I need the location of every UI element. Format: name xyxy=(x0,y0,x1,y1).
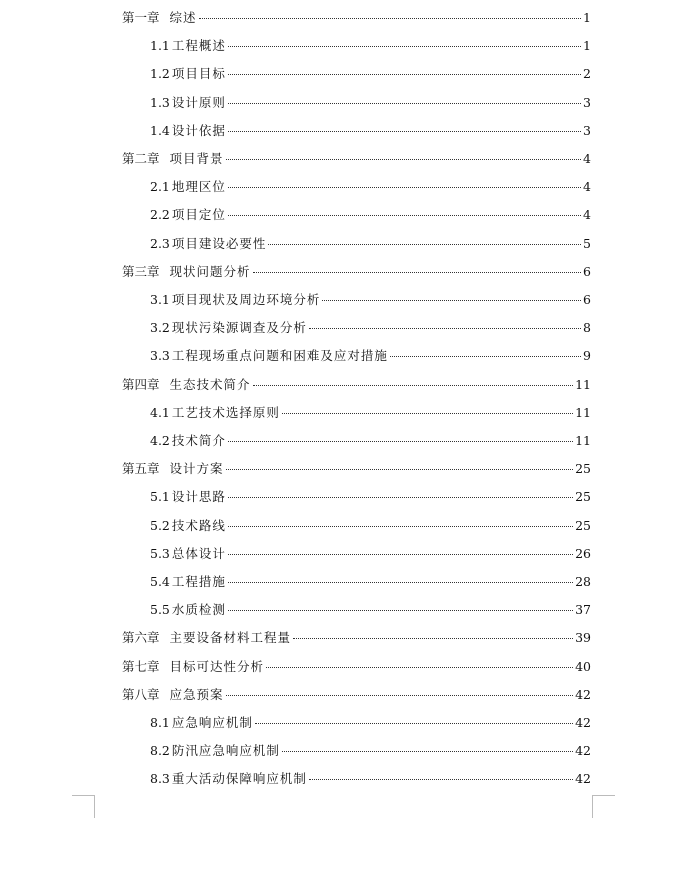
toc-entry-number: 1.1 xyxy=(150,38,170,54)
toc-section-entry[interactable] xyxy=(150,431,591,451)
toc-entry-number: 5.1 xyxy=(150,489,170,505)
toc-page-number: 42 xyxy=(575,686,591,702)
toc-entry-number: 第七章 xyxy=(122,658,160,674)
toc-page-number: 1 xyxy=(583,10,591,25)
toc-entry-title: 工程概述 xyxy=(171,38,226,54)
toc-section-entry[interactable] xyxy=(150,516,591,536)
toc-entry-title: 设计方案 xyxy=(169,461,224,477)
toc-entry-number: 5.5 xyxy=(150,602,170,618)
toc-dot-leader xyxy=(228,609,573,611)
toc-entry-number: 5.4 xyxy=(150,574,170,589)
toc-entry-title: 项目背景 xyxy=(169,151,224,166)
toc-dot-leader xyxy=(268,243,581,245)
toc-entry-number: 8.3 xyxy=(150,771,170,787)
toc-entry-title: 设计依据 xyxy=(171,122,226,138)
toc-entry-title: 重大活动保障响应机制 xyxy=(171,771,307,787)
toc-entry-title: 设计原则 xyxy=(171,94,226,110)
toc-page-number: 25 xyxy=(575,461,591,477)
toc-dot-leader xyxy=(228,130,581,132)
toc-entry-number: 4.2 xyxy=(150,433,170,448)
toc-entry-number: 2.1 xyxy=(150,179,170,195)
toc-page-number: 42 xyxy=(575,771,591,787)
toc-entry-number: 第八章 xyxy=(122,686,160,702)
toc-dot-leader xyxy=(226,158,582,160)
toc-section-entry[interactable] xyxy=(150,36,591,56)
toc-entry-number: 5.3 xyxy=(150,545,170,561)
toc-section-entry[interactable] xyxy=(150,121,591,141)
toc-entry-number: 8.2 xyxy=(150,743,170,759)
toc-section-entry[interactable] xyxy=(150,769,591,789)
toc-entry-title: 应急响应机制 xyxy=(171,715,253,730)
toc-section-entry[interactable] xyxy=(150,346,591,366)
toc-dot-leader xyxy=(228,581,573,583)
toc-dot-leader xyxy=(390,355,581,357)
toc-page-number: 8 xyxy=(583,320,591,336)
toc-entry-title: 生态技术简介 xyxy=(169,376,251,392)
toc-page-number: 11 xyxy=(575,404,591,420)
toc-page-number: 25 xyxy=(575,517,591,533)
toc-entry-title: 防汛应急响应机制 xyxy=(171,743,280,759)
toc-dot-leader xyxy=(309,327,581,329)
toc-section-entry[interactable] xyxy=(150,572,591,592)
toc-page-number: 39 xyxy=(575,630,591,646)
toc-dot-leader xyxy=(226,694,574,696)
toc-page-number: 6 xyxy=(583,292,591,307)
toc-entry-number: 第五章 xyxy=(122,461,160,477)
toc-page-number: 4 xyxy=(583,207,591,223)
toc-entry-number: 第二章 xyxy=(122,151,160,166)
toc-dot-leader xyxy=(228,525,573,527)
toc-dot-leader xyxy=(322,299,581,301)
toc-entry-title: 技术简介 xyxy=(171,433,226,448)
toc-page-number: 3 xyxy=(583,94,591,110)
toc-entry-number: 1.2 xyxy=(150,66,170,82)
toc-dot-leader xyxy=(282,750,573,752)
toc-dot-leader xyxy=(228,102,581,104)
toc-entry-title: 现状污染源调查及分析 xyxy=(171,320,307,336)
toc-entry-title: 技术路线 xyxy=(171,517,226,533)
toc-entry-title: 地理区位 xyxy=(171,179,226,195)
toc-dot-leader xyxy=(228,214,581,216)
toc-entry-title: 项目目标 xyxy=(171,66,226,82)
toc-page-number: 28 xyxy=(575,574,591,589)
toc-section-entry[interactable] xyxy=(150,741,591,761)
toc-entry-title: 工程现场重点问题和困难及应对措施 xyxy=(171,348,388,364)
toc-page-number: 1 xyxy=(583,38,591,54)
toc-entry-title: 主要设备材料工程量 xyxy=(169,630,292,646)
toc-entry-title: 工程措施 xyxy=(171,574,226,589)
toc-page-number: 11 xyxy=(575,433,591,448)
toc-entry-number: 3.2 xyxy=(150,320,170,336)
toc-entry-title: 项目建设必要性 xyxy=(171,235,267,251)
toc-entry-number: 第四章 xyxy=(122,376,160,392)
toc-page-number: 42 xyxy=(575,743,591,759)
page-corner-mark-right xyxy=(592,795,615,818)
toc-page-number: 42 xyxy=(575,715,591,730)
toc-section-entry[interactable] xyxy=(150,403,591,423)
toc-entry-title: 总体设计 xyxy=(171,545,226,561)
toc-chapter-entry[interactable] xyxy=(122,657,591,677)
toc-dot-leader xyxy=(228,45,581,47)
toc-section-entry[interactable] xyxy=(150,234,591,254)
toc-section-entry[interactable] xyxy=(150,318,591,338)
toc-entry-number: 3.3 xyxy=(150,348,170,364)
toc-entry-number: 5.2 xyxy=(150,517,170,533)
toc-entry-title: 现状问题分析 xyxy=(169,263,251,279)
toc-dot-leader xyxy=(266,666,573,668)
toc-dot-leader xyxy=(228,440,573,442)
toc-section-entry[interactable] xyxy=(150,600,591,620)
toc-dot-leader xyxy=(228,73,581,75)
toc-dot-leader xyxy=(226,468,574,470)
toc-entry-title: 水质检测 xyxy=(171,602,226,618)
toc-page-number: 4 xyxy=(583,151,591,166)
toc-entry-title: 工艺技术选择原则 xyxy=(171,404,280,420)
toc-entry-number: 第三章 xyxy=(122,263,160,279)
toc-page-number: 4 xyxy=(583,179,591,195)
toc-dot-leader xyxy=(255,722,573,724)
toc-dot-leader xyxy=(228,496,573,498)
toc-chapter-entry[interactable] xyxy=(122,375,591,395)
toc-dot-leader xyxy=(282,412,573,414)
toc-page-number: 37 xyxy=(575,602,591,618)
toc-section-entry[interactable] xyxy=(150,290,591,310)
toc-entry-number: 2.3 xyxy=(150,235,170,251)
toc-entry-title: 目标可达性分析 xyxy=(169,658,265,674)
toc-entry-number: 第六章 xyxy=(122,630,160,646)
toc-page-number: 5 xyxy=(583,235,591,251)
toc-page-number: 9 xyxy=(583,348,591,364)
toc-entry-number: 第一章 xyxy=(122,10,160,25)
toc-entry-title: 项目定位 xyxy=(171,207,226,223)
toc-chapter-entry[interactable] xyxy=(122,459,591,479)
toc-dot-leader xyxy=(228,553,573,555)
toc-entry-number: 2.2 xyxy=(150,207,170,223)
toc-entry-number: 8.1 xyxy=(150,715,170,730)
toc-dot-leader xyxy=(309,778,573,780)
toc-page-number: 2 xyxy=(583,66,591,82)
toc-chapter-entry[interactable] xyxy=(122,685,591,705)
toc-dot-leader xyxy=(199,17,582,19)
toc-page-number: 40 xyxy=(575,658,591,674)
toc-section-entry[interactable] xyxy=(150,487,591,507)
toc-dot-leader xyxy=(228,186,581,188)
toc-chapter-entry[interactable] xyxy=(122,628,591,648)
toc-entry-title: 综述 xyxy=(169,10,197,25)
toc-page-number: 3 xyxy=(583,122,591,138)
toc-entry-number: 1.3 xyxy=(150,94,170,110)
toc-section-entry[interactable] xyxy=(150,64,591,84)
toc-page-number: 26 xyxy=(575,545,591,561)
toc-chapter-entry[interactable] xyxy=(122,149,591,169)
toc-dot-leader xyxy=(293,637,573,639)
toc-page-number: 25 xyxy=(575,489,591,505)
toc-entry-title: 项目现状及周边环境分析 xyxy=(171,292,321,307)
toc-entry-number: 1.4 xyxy=(150,122,170,138)
toc-section-entry[interactable] xyxy=(150,544,591,564)
toc-chapter-entry[interactable] xyxy=(122,8,591,28)
toc-section-entry[interactable] xyxy=(150,93,591,113)
toc-entry-number: 3.1 xyxy=(150,292,170,307)
toc-entry-title: 设计思路 xyxy=(171,489,226,505)
toc-section-entry[interactable] xyxy=(150,177,591,197)
toc-entry-number: 4.1 xyxy=(150,404,170,420)
toc-section-entry[interactable] xyxy=(150,713,591,733)
toc-page-number: 11 xyxy=(575,376,591,392)
toc-entry-title: 应急预案 xyxy=(169,686,224,702)
toc-section-entry[interactable] xyxy=(150,205,591,225)
toc-dot-leader xyxy=(253,384,574,386)
page-corner-mark-left xyxy=(72,795,95,818)
toc-chapter-entry[interactable] xyxy=(122,262,591,282)
toc-page-number: 6 xyxy=(583,263,591,279)
toc-dot-leader xyxy=(253,271,582,273)
